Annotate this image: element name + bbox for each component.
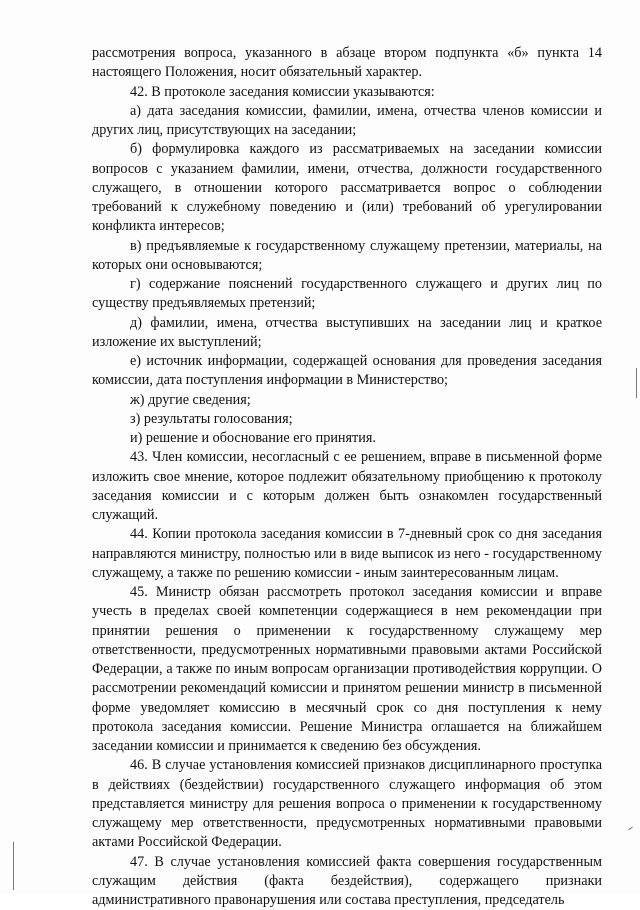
list-item-b: б) формулировка каждого из рассматриваемых на заседании комиссии вопросов с указанием фамилии, имени, отчества, должности государственного служащего, в отношении которого рассматривается вопрос о соблюдении требований к служебному поведению и (или) требований об урегулировании конфликта интересов; [92, 140, 602, 236]
document-body [92, 44, 602, 910]
paragraph-continuation: рассмотрения вопроса, указанного в абзаце втором подпункта «б» пункта 14 настоящего Положения, носит обязательный характер. [92, 44, 602, 83]
list-item-i: и) решение и обоснование его принятия. [92, 429, 602, 448]
list-item-a: а) дата заседания комиссии, фамилии, имена, отчества членов комиссии и других лиц, присутствующих на заседании; [92, 102, 602, 141]
paragraph-42: 42. В протоколе заседания комиссии указываются: [92, 83, 602, 102]
list-item-e: е) источник информации, содержащей основания для проведения заседания комиссии, дата поступления информации в Министерство; [92, 352, 602, 391]
list-item-v: в) предъявляемые к государственному служащему претензии, материалы, на которых они основываются; [92, 237, 602, 276]
paragraph-43: 43. Член комиссии, несогласный с ее решением, вправе в письменной форме изложить свое мнение, которое подлежит обязательному приобщению к протоколу заседания комиссии и с которым должен быть ознакомлен государственный служащий. [92, 448, 602, 525]
scan-mark-bottom-left [13, 842, 14, 890]
paragraph-46: 46. В случае установления комиссией признаков дисциплинарного проступка в действиях (бездействии) государственного служащего информация об этом представляется министру для решения вопроса о применении к государственному служащему мер ответственности, предусмотренных нормативными правовыми актами Российской Федерации. [92, 756, 602, 852]
scan-mark-right [636, 368, 637, 398]
list-item-z: з) результаты голосования; [92, 410, 602, 429]
list-item-zh: ж) другие сведения; [92, 391, 602, 410]
paragraph-44: 44. Копии протокола заседания комиссии в 7-дневный срок со дня заседания направляются министру, полностью или в виде выписок из него - государственному служащему, а также по решению комиссии - иным заинтересованным лицам. [92, 525, 602, 583]
scan-mark-bottom-right [628, 827, 633, 831]
paragraph-47: 47. В случае установления комиссией факта совершения государственным служащим действия (факта бездействия), содержащего признаки административного правонарушения или состава преступления, председатель [92, 853, 602, 910]
list-item-d: д) фамилии, имена, отчества выступивших на заседании лиц и краткое изложение их выступлений; [92, 314, 602, 353]
paragraph-45: 45. Министр обязан рассмотреть протокол заседания комиссии и вправе учесть в пределах своей компетенции содержащиеся в нем рекомендации при принятии решения о применении к государственному служащему мер ответственности, предусмотренных нормативными правовыми актами Российской Федерации, а также по иным вопросам организации противодействия коррупции. О рассмотрении рекомендаций комиссии и принятом решении министр в письменной форме уведомляет комиссию в месячный срок со дня поступления к нему протокола заседания комиссии. Решение Министра оглашается на ближайшем заседании комиссии и принимается к сведению без обсуждения. [92, 583, 602, 756]
list-item-g: г) содержание пояснений государственного служащего и других лиц по существу предъявляемых претензий; [92, 275, 602, 314]
